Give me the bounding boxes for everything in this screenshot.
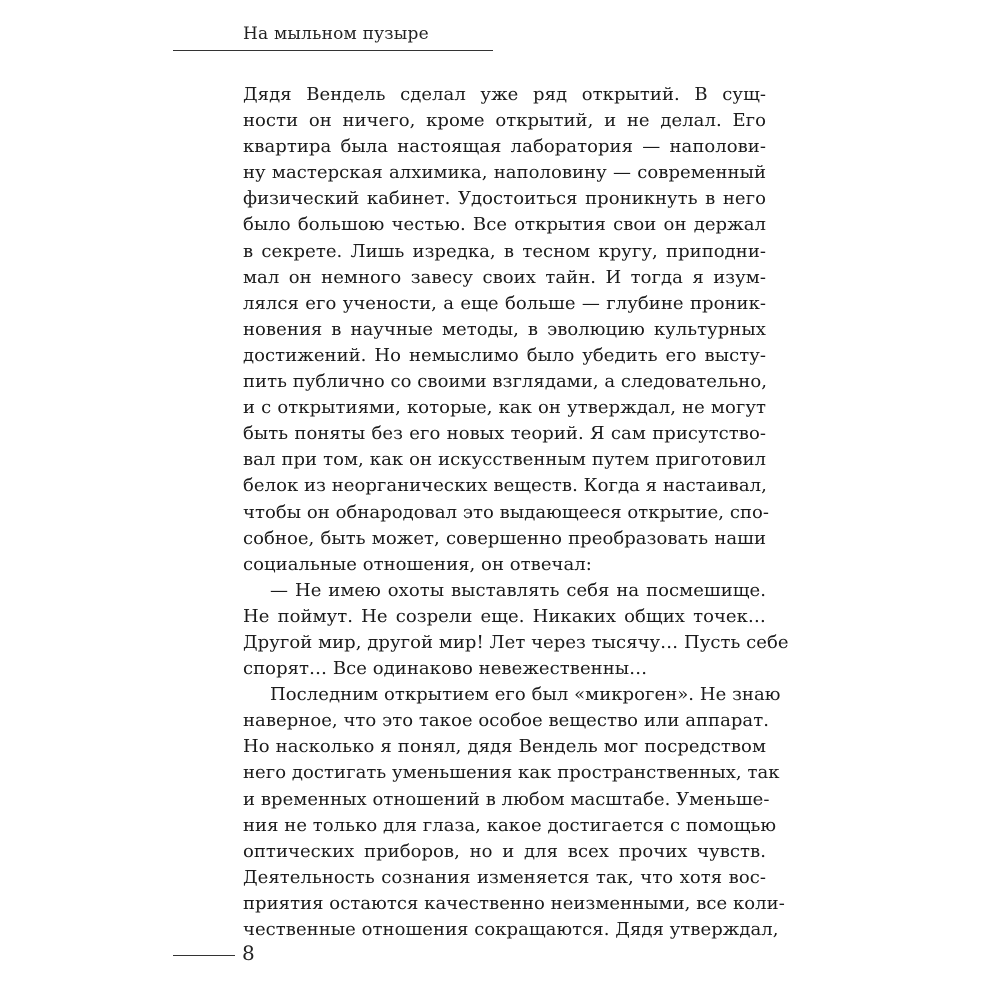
text-line: социальные отношения, он отвечал: <box>243 553 592 575</box>
text-line: быть поняты без его новых теорий. Я сам присутство- <box>243 423 766 445</box>
text-line: квартира была настоящая лаборатория — наполови- <box>243 136 766 158</box>
text-line: белок из неорганических веществ. Когда я настаивал, <box>243 475 767 497</box>
body-text <box>243 82 789 943</box>
header-rule <box>173 50 493 51</box>
text-line: в секрете. Лишь изредка, в тесном кругу, приподни- <box>243 240 766 262</box>
text-line: оптических приборов, но и для всех прочих чувств. <box>243 840 766 862</box>
text-line: новения в научные методы, в эволюцию культурных <box>243 318 766 340</box>
text-line: вал при том, как он искусственным путем приготовил <box>243 449 766 471</box>
text-line: ния не только для глаза, какое достигается с помощью <box>243 814 777 836</box>
text-line: ну мастерская алхимика, наполовину — современный <box>243 162 766 184</box>
text-line: мал он немного завесу своих тайн. И тогда я изум- <box>243 266 766 288</box>
text-line: собное, быть может, совершенно преобразовать наши <box>243 527 766 549</box>
text-line: него достигать уменьшения как пространственных, так <box>243 762 780 784</box>
text-line: Другой мир, другой мир! Лет через тысячу… Пусть себе <box>243 631 789 653</box>
text-line: и с открытиями, которые, как он утверждал, не могут <box>243 397 766 419</box>
dialogue-line: — Не имею охоты выставлять себя на посмешище. <box>270 579 766 601</box>
text-line: лялся его учености, а еще больше — глубине проник- <box>243 292 766 314</box>
text-line: приятия остаются качественно неизменными, все коли- <box>243 892 785 914</box>
text-line: и временных отношений в любом масштабе. Уменьше- <box>243 788 770 810</box>
text-line: Деятельность сознания изменяется так, что хотя вос- <box>243 866 766 888</box>
text-line: достижений. Но немыслимо было убедить его высту- <box>243 344 766 366</box>
text-line: наверное, что это такое особое вещество или аппарат. <box>243 710 769 732</box>
paragraph-start-line: Последним открытием его был «микроген». Не знаю <box>270 684 781 706</box>
text-line: Не поймут. Не созрели еще. Никаких общих точек… <box>243 605 766 627</box>
text-line: Дядя Вендель сделал уже ряд открытий. В сущ- <box>243 84 766 105</box>
text-line: пить публично со своими взглядами, а следовательно, <box>243 371 767 393</box>
text-line: было большою честью. Все открытия свои он держал <box>243 214 766 236</box>
running-head-title: На мыльном пузыре <box>243 24 429 44</box>
text-line: физический кабинет. Удостоиться проникнуть в него <box>243 188 766 210</box>
text-line: ности он ничего, кроме открытий, и не делал. Его <box>243 110 766 132</box>
page-number: 8 <box>242 941 255 965</box>
text-line: чественные отношения сокращаются. Дядя утверждал, <box>243 919 779 940</box>
footer-rule <box>173 955 235 956</box>
text-line: чтобы он обнародовал это выдающееся открытие, спо- <box>243 501 770 523</box>
text-line: спорят… Все одинаково невежественны… <box>243 658 648 680</box>
text-line: Но насколько я понял, дядя Вендель мог посредством <box>243 736 766 758</box>
